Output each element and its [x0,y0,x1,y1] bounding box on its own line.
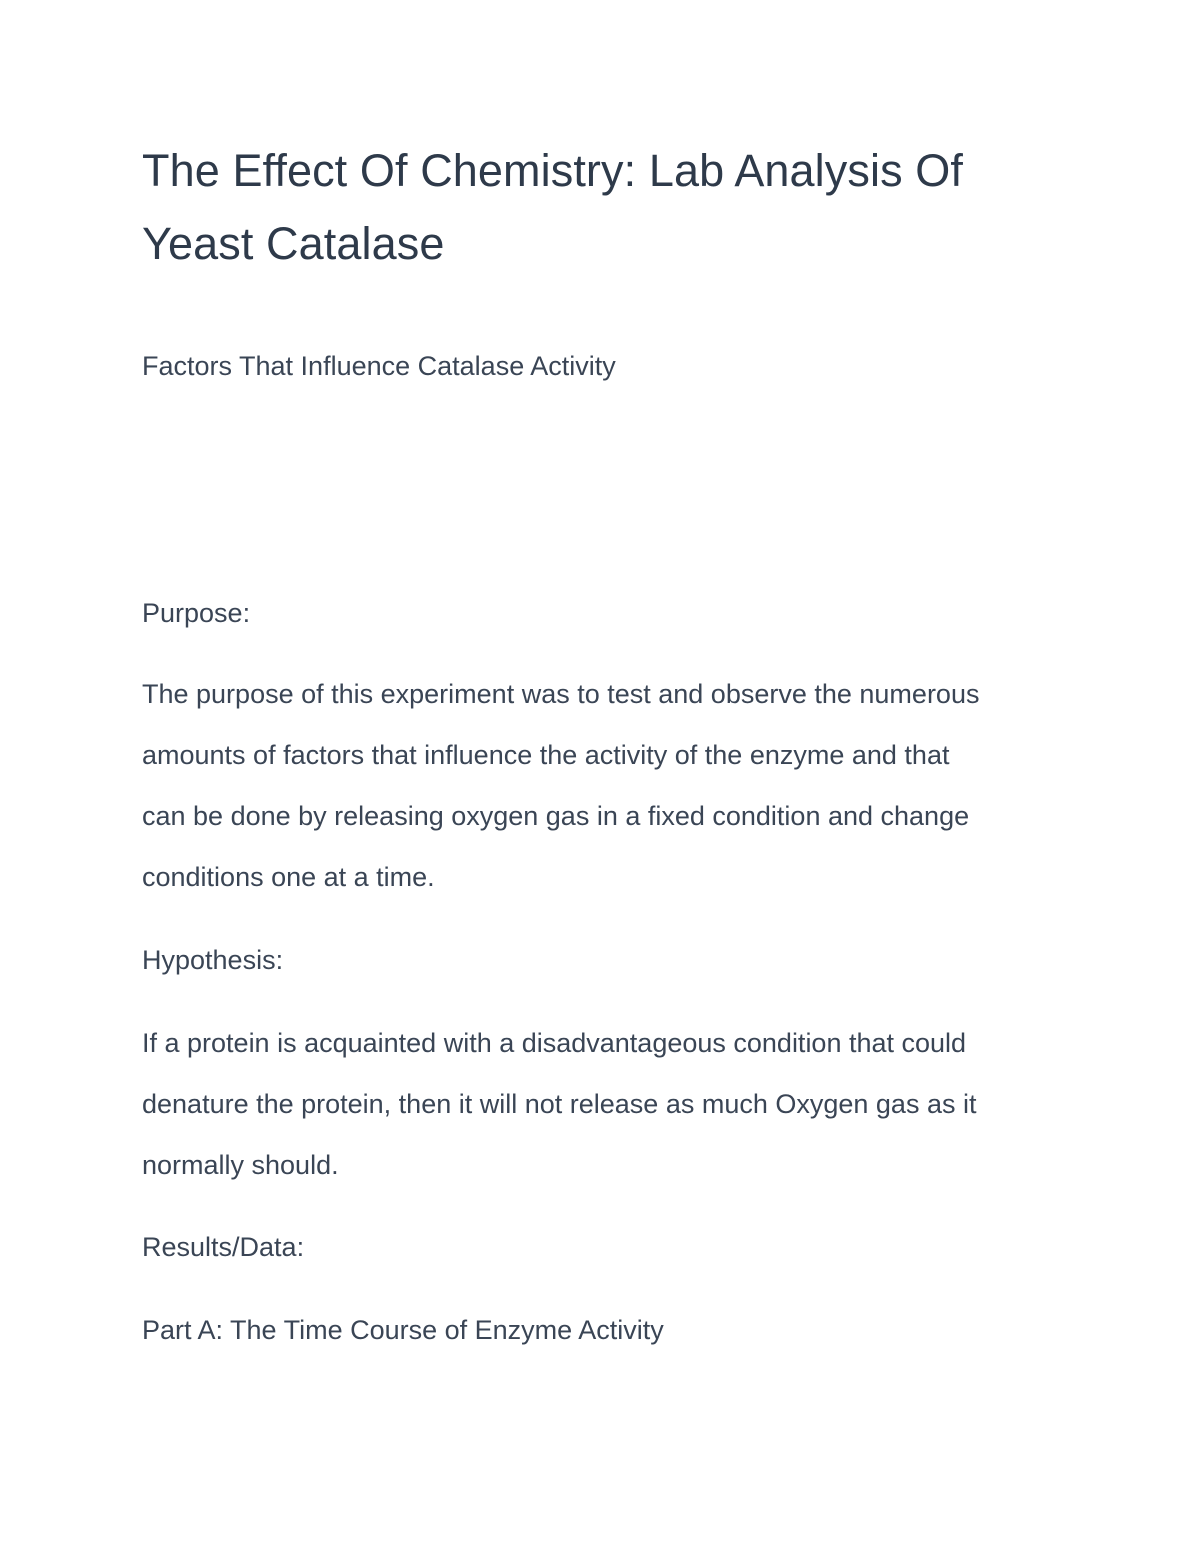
title-line: The Effect Of Chemistry: Lab Analysis Of [142,145,963,196]
paragraph-line: amounts of factors that influence the activity of the enzyme and that [142,740,950,770]
results-heading: Results/Data: [142,1232,305,1262]
purpose-paragraph [142,664,1102,908]
title-line: Yeast Catalase [142,218,445,269]
document-title [142,134,1042,280]
paragraph-line: The purpose of this experiment was to test and observe the numerous [142,679,980,709]
paragraph-line: If a protein is acquainted with a disadvantageous condition that could [142,1028,967,1058]
hypothesis-paragraph [142,1013,1102,1196]
hypothesis-heading: Hypothesis: [142,945,284,975]
paragraph-line: normally should. [142,1150,339,1180]
document-subtitle: Factors That Influence Catalase Activity [142,351,616,381]
paragraph-line: denature the protein, then it will not release as much Oxygen gas as it [142,1089,977,1119]
paragraph-line: can be done by releasing oxygen gas in a fixed condition and change [142,801,970,831]
part-a-heading: Part A: The Time Course of Enzyme Activity [142,1315,664,1345]
paragraph-line: conditions one at a time. [142,862,435,892]
purpose-heading: Purpose: [142,598,251,628]
